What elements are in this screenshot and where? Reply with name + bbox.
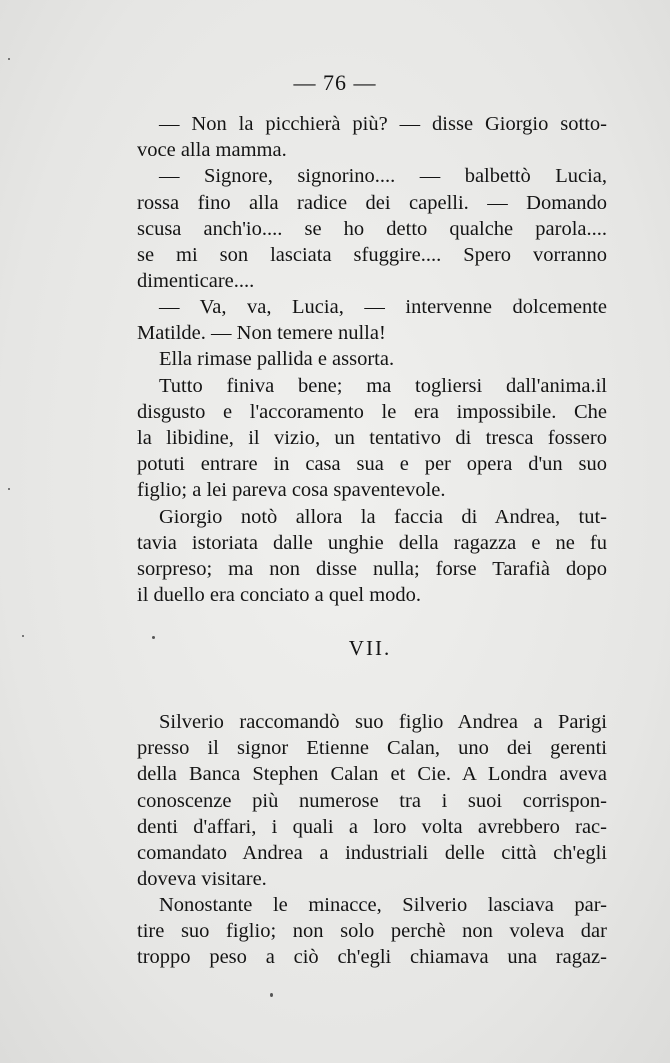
text-line: potuti entrare in casa sua e per opera d'un suo bbox=[137, 453, 607, 475]
page-number: — 76 — bbox=[293, 70, 377, 95]
ink-speck bbox=[22, 635, 24, 637]
text-line: Tutto finiva bene; ma togliersi dall'anima.il bbox=[159, 375, 607, 397]
text-line: voce alla mamma. bbox=[137, 139, 287, 161]
text-line: Ella rimase pallida e assorta. bbox=[159, 348, 395, 370]
ink-speck bbox=[8, 488, 10, 490]
ink-speck bbox=[152, 636, 155, 639]
text-line: Giorgio notò allora la faccia di Andrea, tut- bbox=[159, 506, 607, 528]
text-line: — Signore, signorino.... — balbettò Lucia, bbox=[159, 165, 607, 187]
text-line: Matilde. — Non temere nulla! bbox=[137, 322, 386, 344]
chapter-heading: VII. bbox=[348, 636, 392, 660]
text-line: della Banca Stephen Calan et Cie. A Londra aveva bbox=[137, 763, 607, 785]
text-line: rossa fino alla radice dei capelli. — Domando bbox=[137, 192, 607, 214]
text-line: dimenticare.... bbox=[137, 270, 255, 292]
text-line: presso il signor Etienne Calan, uno dei gerenti bbox=[137, 737, 607, 759]
text-line: figlio; a lei pareva cosa spaventevole. bbox=[137, 479, 446, 501]
text-line: Silverio raccomandò suo figlio Andrea a Parigi bbox=[159, 711, 607, 733]
text-line: disgusto e l'accoramento le era impossibile. Che bbox=[137, 401, 607, 423]
text-line: doveva visitare. bbox=[137, 868, 267, 890]
text-line: tire suo figlio; non solo perchè non voleva dar bbox=[137, 920, 607, 942]
text-line: la libidine, il vizio, un tentativo di tresca fossero bbox=[137, 427, 607, 449]
text-line: — Non la picchierà più? — disse Giorgio sotto- bbox=[159, 113, 607, 135]
text-line: comandato Andrea a industriali delle città ch'egli bbox=[137, 842, 607, 864]
text-line: tavia istoriata dalle unghie della ragazza e ne fu bbox=[137, 532, 607, 554]
text-line: denti d'affari, i quali a loro volta avrebbero rac- bbox=[137, 816, 607, 838]
ink-speck bbox=[8, 58, 10, 60]
ink-speck bbox=[270, 993, 273, 997]
text-line: Nonostante le minacce, Silverio lasciava par- bbox=[159, 894, 607, 916]
text-line: scusa anch'io.... se ho detto qualche parola.... bbox=[137, 218, 607, 240]
text-line: sorpreso; ma non disse nulla; forse Tarafià dopo bbox=[137, 558, 607, 580]
text-line: conoscenze più numerose tra i suoi corrispon- bbox=[137, 790, 607, 812]
text-line: il duello era conciato a quel modo. bbox=[137, 584, 422, 606]
text-line: — Va, va, Lucia, — intervenne dolcemente bbox=[159, 296, 607, 318]
text-line: se mi son lasciata sfuggire.... Spero vorranno bbox=[137, 244, 607, 266]
text-line: troppo peso a ciò ch'egli chiamava una ragaz- bbox=[137, 946, 607, 968]
